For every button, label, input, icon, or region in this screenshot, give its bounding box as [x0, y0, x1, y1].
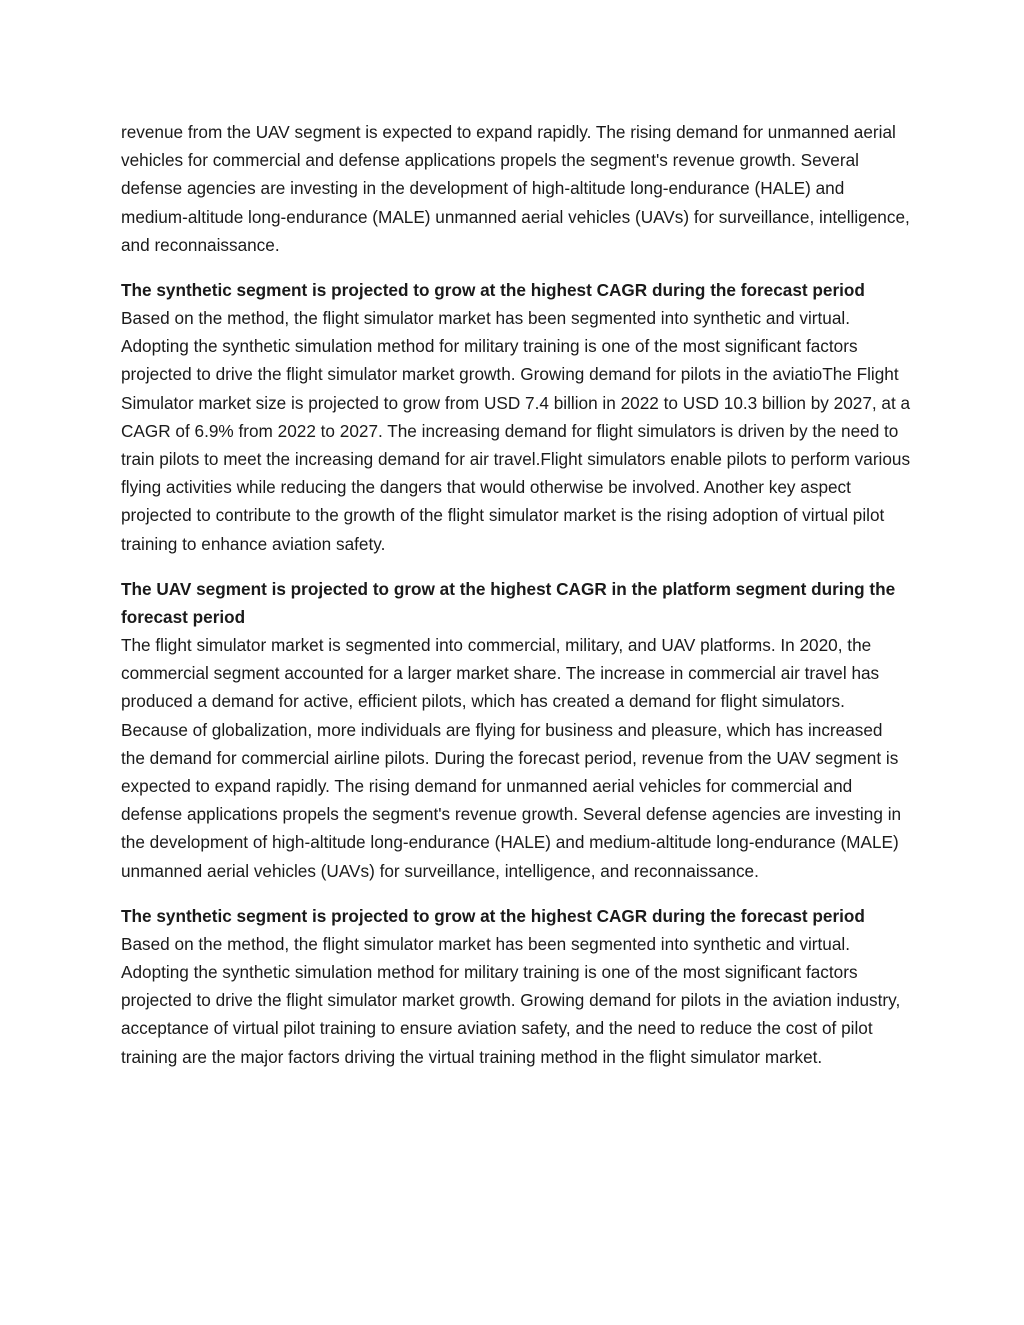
paragraph-uav-continuation — [121, 118, 911, 259]
document-body — [121, 118, 911, 1088]
paragraph-text: Based on the method, the flight simulator market has been segmented into synthetic and virtual. Adopting the synthetic simulation method for military training is one of the most significant factors projected to drive the flight simulator market growth. Growing demand for pilots in the aviatioThe Flight Simulator market size is projected to grow from USD 7.4 billion in 2022 to USD 10.3 billion by 2027, at a CAGR of 6.9% from 2022 to 2027. The increasing demand for flight simulators is driven by the need to train pilots to meet the increasing demand for air travel.Flight simulators enable pilots to perform various flying activities while reducing the dangers that would otherwise be involved. Another key aspect projected to contribute to the growth of the flight simulator market is the rising adoption of virtual pilot training to enhance aviation safety. — [121, 308, 911, 554]
section-heading: The synthetic segment is projected to grow at the highest CAGR during the forecast period — [121, 905, 865, 926]
paragraph-text: revenue from the UAV segment is expected to expand rapidly. The rising demand for unmanned aerial vehicles for commercial and defense applications propels the segment's revenue growth. Several defense agencies are investing in the development of high-altitude long-endurance (HALE) and medium-altitude long-endurance (MALE) unmanned aerial vehicles (UAVs) for surveillance, intelligence, and reconnaissance. — [121, 122, 910, 255]
paragraph-text: The flight simulator market is segmented into commercial, military, and UAV platforms. In 2020, the commercial segment accounted for a larger market share. The increase in commercial air travel has produced a demand for active, efficient pilots, which has created a demand for flight simulators. Because of globalization, more individuals are flying for business and pleasure, which has increased the demand for commercial airline pilots. During the forecast period, revenue from the UAV segment is expected to expand rapidly. The rising demand for unmanned aerial vehicles for commercial and defense applications propels the segment's revenue growth. Several defense agencies are investing in the development of high-altitude long-endurance (HALE) and medium-altitude long-endurance (MALE) unmanned aerial vehicles (UAVs) for surveillance, intelligence, and reconnaissance. — [121, 635, 902, 881]
section-heading: The UAV segment is projected to grow at the highest CAGR in the platform segment during the forecast period — [121, 578, 896, 627]
paragraph-text: Based on the method, the flight simulator market has been segmented into synthetic and virtual. Adopting the synthetic simulation method for military training is one of the most significant factors projected to drive the flight simulator market growth. Growing demand for pilots in the aviation industry, acceptance of virtual pilot training to ensure aviation safety, and the need to reduce the cost of pilot training are the major factors driving the virtual training method in the flight simulator market. — [121, 933, 901, 1067]
paragraph-synthetic-segment — [121, 276, 911, 558]
paragraph-uav-segment — [121, 575, 911, 885]
section-heading: The synthetic segment is projected to grow at the highest CAGR during the forecast period — [121, 279, 865, 300]
paragraph-synthetic-segment-repeat — [121, 902, 911, 1071]
